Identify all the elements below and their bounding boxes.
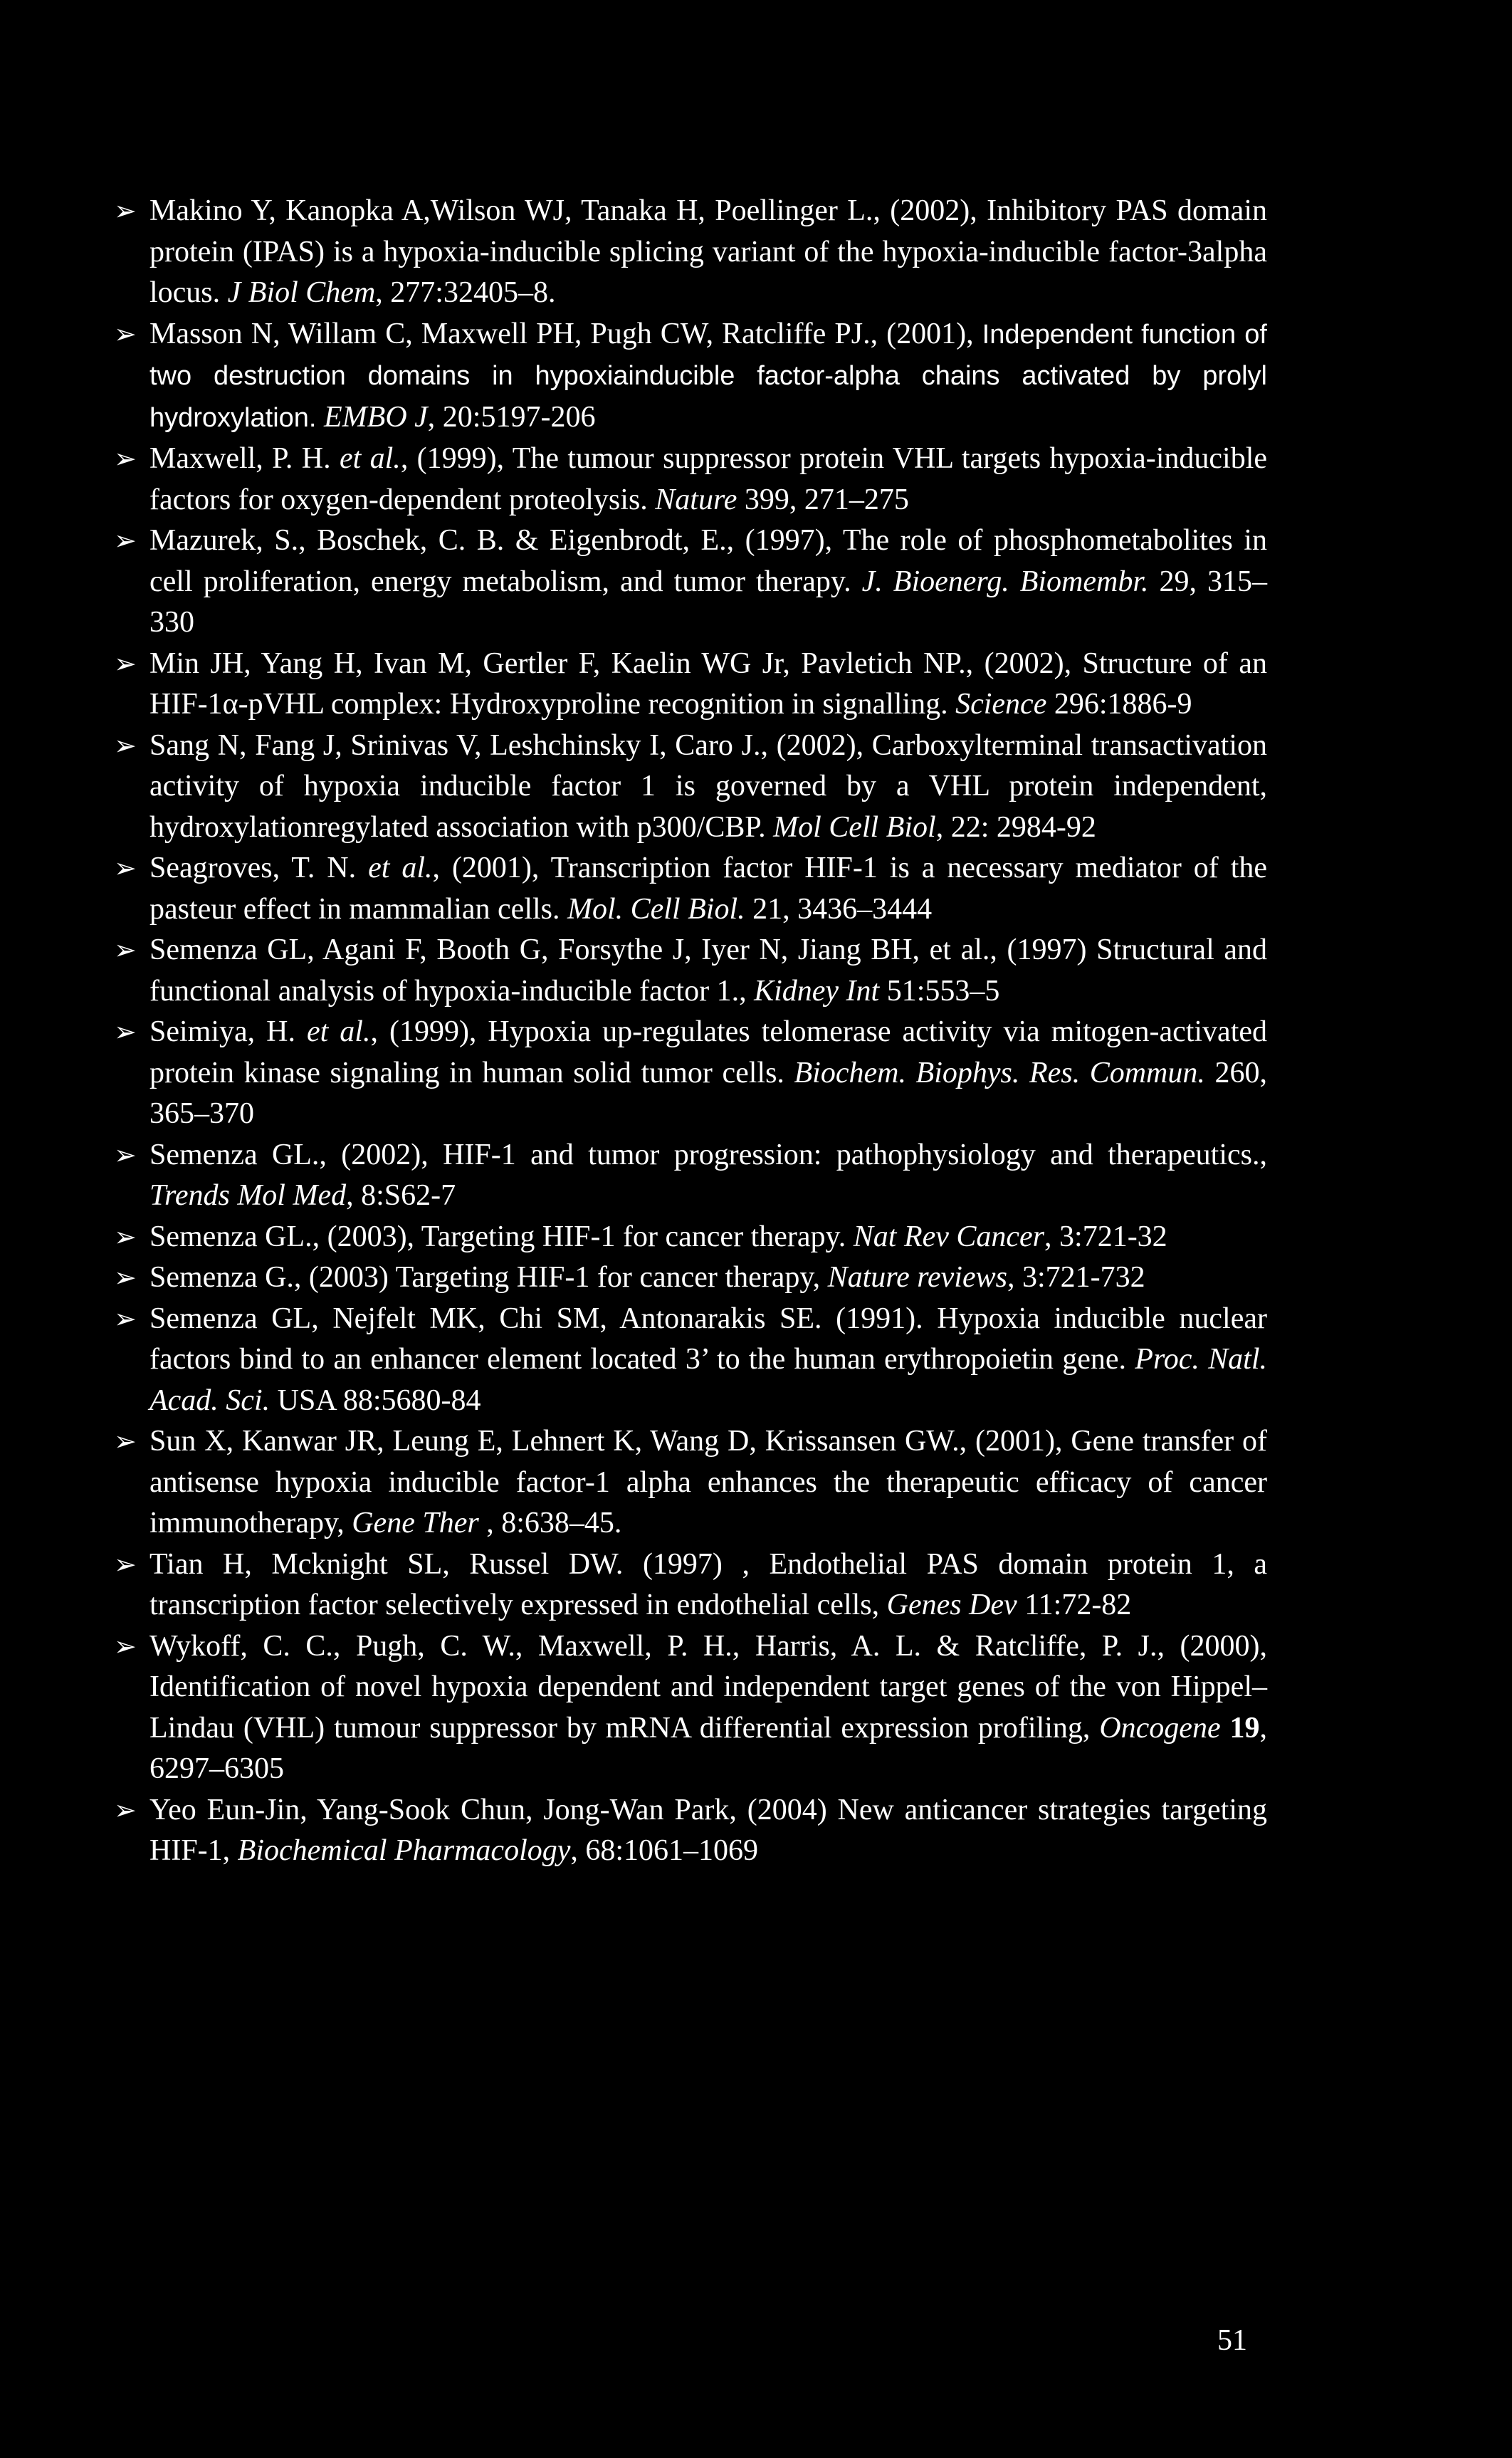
reference-text-segment: Yeo Eun-Jin, Yang-Sook Chun, Jong-Wan Park, (2004) New anticancer strategies targeting HIF-1,: [149, 1793, 1267, 1867]
reference-text-segment: 21, 3436–3444: [745, 892, 933, 926]
reference-text-segment: J Biol Chem: [227, 276, 376, 309]
reference-text-segment: , (1999), The tumour suppressor protein VHL targets hypoxia-inducible factors for oxygen-dependent proteolysis.: [149, 442, 1268, 516]
reference-text-segment: Wykoff, C. C., Pugh, C. W., Maxwell, P. H., Harris, A. L. & Ratcliffe, P. J., (2000), Identification of novel hypoxia dependent and independent target genes of the von Hippel–Lindau (VHL) tumour suppressor by mRNA differential expression profiling,: [149, 1629, 1267, 1745]
reference-item-tian: [114, 1544, 1267, 1626]
reference-text-segment: Semenza GL, Agani F, Booth G, Forsythe J, Iyer N, Jiang BH, et al., (1997) Structural and functional analysis of hypoxia-inducible factor 1.,: [149, 933, 1267, 1008]
reference-text-segment: 399, 271–275: [737, 483, 909, 516]
reference-item-mazurek: [114, 521, 1267, 644]
reference-text-segment: et al.: [368, 852, 433, 884]
reference-item-semenza-1997: [114, 930, 1267, 1012]
reference-text-segment: Semenza GL., (2002), HIF-1 and tumor progression: pathophysiology and therapeutics.,: [149, 1138, 1267, 1171]
reference-text-segment: 51:553–5: [879, 974, 1000, 1008]
arrow-bullet-icon: ➢: [114, 934, 137, 966]
reference-text-segment: Trends Mol Med: [149, 1179, 347, 1212]
reference-text-segment: Gene Ther: [352, 1507, 479, 1539]
reference-list: [114, 191, 1267, 1872]
reference-item-semenza-2003a: [114, 1217, 1267, 1258]
page-number: 51: [1217, 2324, 1247, 2357]
reference-text-segment: Min JH, Yang H, Ivan M, Gertler F, Kaelin WG Jr, Pavletich NP., (2002), Structure of an HIF-1α-pVHL complex: Hydroxyproline recognition in signalling.: [149, 647, 1267, 721]
reference-text-segment: Independent function of two destruction domains in hypoxiainducible factor-alpha chains activated by prolyl hydroxylation.: [149, 319, 1267, 433]
reference-text-segment: , 3:721-732: [1007, 1261, 1145, 1294]
reference-text-segment: EMBO J: [324, 400, 428, 434]
reference-text-segment: , 3:721-32: [1044, 1220, 1167, 1253]
arrow-bullet-icon: ➢: [114, 318, 137, 350]
reference-text-segment: Sang N, Fang J, Srinivas V, Leshchinsky I, Caro J., (2002), Carboxylterminal transactivation activity of hypoxia inducible factor 1 is governed by a VHL protein independent, hydroxylationregylated association with p300/CBP.: [149, 728, 1267, 844]
arrow-bullet-icon: ➢: [114, 1548, 137, 1580]
reference-text-segment: Maxwell, P. H.: [149, 442, 340, 475]
arrow-bullet-icon: ➢: [114, 1262, 137, 1293]
reference-text-segment: Semenza GL., (2003), Targeting HIF-1 for cancer therapy.: [149, 1220, 854, 1253]
reference-text-segment: Nat Rev Cancer: [853, 1220, 1045, 1253]
reference-text-segment: Makino Y, Kanopka A,Wilson WJ, Tanaka H, Poellinger L., (2002), Inhibitory PAS domain protein (IPAS) is a hypoxia-inducible splicing variant of the hypoxia-inducible factor-3alpha locus.: [149, 194, 1267, 309]
arrow-bullet-icon: ➢: [114, 525, 137, 556]
reference-item-sang: [114, 726, 1267, 849]
reference-text-segment: USA 88:5680-84: [270, 1384, 481, 1417]
reference-item-wykoff: [114, 1626, 1267, 1790]
reference-item-semenza-2003b: [114, 1257, 1267, 1299]
reference-text-segment: , 22: 2984-92: [935, 810, 1096, 844]
reference-text-segment: [1221, 1712, 1230, 1745]
arrow-bullet-icon: ➢: [114, 443, 137, 474]
reference-text-segment: , 8:638–45.: [478, 1507, 622, 1539]
reference-item-semenza-1991: [114, 1299, 1267, 1422]
reference-text-segment: Mol. Cell Biol.: [567, 892, 745, 926]
reference-text-segment: 11:72-82: [1017, 1589, 1132, 1621]
reference-text-segment: Biochem. Biophys. Res. Commun.: [794, 1056, 1205, 1089]
arrow-bullet-icon: ➢: [114, 1426, 137, 1457]
reference-text-segment: Genes Dev: [886, 1589, 1017, 1621]
arrow-bullet-icon: ➢: [114, 1794, 137, 1826]
reference-text-segment: et al.: [339, 442, 401, 475]
reference-text-segment: Tian H, Mcknight SL, Russel DW. (1997) , Endothelial PAS domain protein 1, a transcription factor selectively expressed in endothelial cells,: [149, 1547, 1267, 1621]
reference-text-segment: , (1999), Hypoxia up-regulates telomerase activity via mitogen-activated protein kinase signaling in human solid tumor cells.: [149, 1015, 1268, 1089]
arrow-bullet-icon: ➢: [114, 1630, 137, 1662]
reference-text-segment: Science: [955, 688, 1047, 721]
reference-item-yeo: [114, 1790, 1267, 1872]
reference-text-segment: Oncogene: [1099, 1711, 1221, 1745]
arrow-bullet-icon: ➢: [114, 852, 137, 884]
arrow-bullet-icon: ➢: [114, 729, 137, 761]
reference-text-segment: Seagroves, T. N.: [149, 852, 369, 884]
reference-text-segment: Masson N, Willam C, Maxwell PH, Pugh CW, Ratcliffe PJ., (2001),: [149, 317, 982, 350]
reference-text-segment: Seimiya, H.: [149, 1015, 307, 1048]
reference-item-seimiya: [114, 1012, 1267, 1135]
reference-text-segment: Mol Cell Biol: [773, 810, 936, 844]
arrow-bullet-icon: ➢: [114, 1139, 137, 1171]
arrow-bullet-icon: ➢: [114, 647, 137, 679]
reference-text-segment: Nature reviews: [827, 1261, 1007, 1294]
reference-text-segment: Kidney Int: [754, 974, 880, 1008]
reference-text-segment: 29, 315–330: [149, 565, 1268, 639]
reference-text-segment: Mazurek, S., Boschek, C. B. & Eigenbrodt, E., (1997), The role of phosphometabolites in cell proliferation, energy metabolism, and tumor therapy.: [149, 524, 1267, 598]
reference-text-segment: Nature: [655, 483, 737, 516]
reference-text-segment: , 20:5197-206: [427, 400, 596, 434]
reference-text-segment: Semenza GL, Nejfelt MK, Chi SM, Antonarakis SE. (1991). Hypoxia inducible nuclear factors bind to an enhancer element located 3’ to the human erythropoietin gene.: [149, 1302, 1267, 1376]
reference-text-segment: Proc. Natl. Acad. Sci.: [149, 1343, 1267, 1417]
reference-text-segment: et al.: [306, 1015, 371, 1048]
reference-item-sun: [114, 1421, 1267, 1544]
reference-item-masson: [114, 314, 1267, 439]
arrow-bullet-icon: ➢: [114, 1220, 137, 1252]
reference-text-segment: 19: [1229, 1711, 1260, 1745]
reference-item-maxwell: [114, 439, 1267, 521]
reference-item-seagroves: [114, 848, 1267, 930]
reference-text-segment: , 6297–6305: [149, 1711, 1267, 1785]
reference-text-segment: Biochemical Pharmacology: [237, 1834, 571, 1867]
reference-text-segment: Semenza G., (2003) Targeting HIF-1 for cancer therapy,: [149, 1261, 828, 1294]
reference-text-segment: Sun X, Kanwar JR, Leung E, Lehnert K, Wang D, Krissansen GW., (2001), Gene transfer of antisense hypoxia inducible factor-1 alpha enhances the therapeutic efficacy of cancer immunotherapy,: [149, 1425, 1267, 1539]
reference-text-segment: , 277:32405–8.: [375, 276, 556, 309]
arrow-bullet-icon: ➢: [114, 195, 137, 226]
reference-text-segment: , (2001), Transcription factor HIF-1 is a necessary mediator of the pasteur effect in mammalian cells.: [149, 852, 1267, 926]
reference-text-segment: , 68:1061–1069: [570, 1834, 759, 1867]
reference-text-segment: , 8:S62-7: [346, 1179, 456, 1212]
reference-text-segment: 296:1886-9: [1046, 688, 1192, 721]
reference-item-semenza-2002: [114, 1135, 1267, 1217]
reference-text-segment: J. Bioenerg. Biomembr.: [861, 565, 1149, 598]
reference-item-min: [114, 644, 1267, 726]
reference-item-makino: [114, 191, 1267, 314]
arrow-bullet-icon: ➢: [114, 1302, 137, 1334]
arrow-bullet-icon: ➢: [114, 1016, 137, 1047]
reference-text-segment: 260, 365–370: [149, 1056, 1267, 1130]
